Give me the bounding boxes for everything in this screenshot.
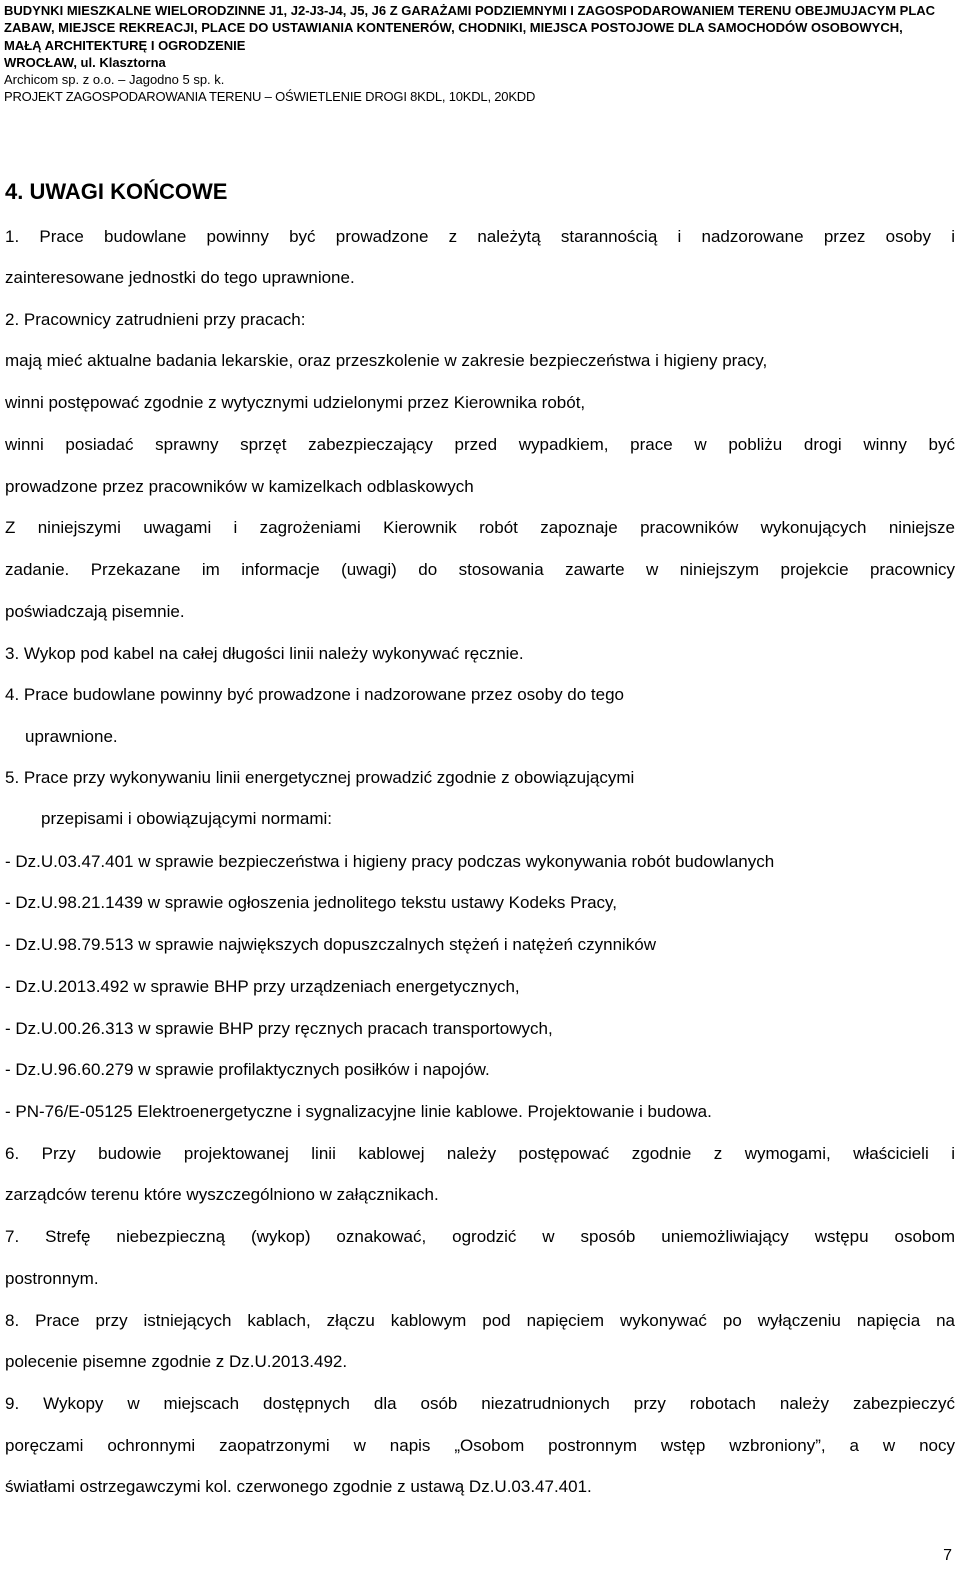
- header-project-line-2: ZABAW, MIEJSCE REKREACJI, PLACE DO USTAWIANIA KONTENERÓW, CHODNIKI, MIEJSCA POSTOJOWE DLA SAMOCHODÓW OSOBOWYCH,: [4, 20, 903, 36]
- paragraph-line: zainteresowane jednostki do tego uprawnione.: [5, 268, 355, 287]
- paragraph-line: winni postępować zgodnie z wytycznymi udzielonymi przez Kierownika robót,: [5, 393, 586, 412]
- paragraph-line: postronnym.: [5, 1269, 99, 1288]
- header-project-title: PROJEKT ZAGOSPODAROWANIA TERENU – OŚWIETLENIE DROGI 8KDL, 10KDL, 20KDD: [4, 89, 536, 105]
- paragraph-line: 8. Prace przy istniejących kablach, złączu kablowym pod napięciem wykonywać po wyłączeniu napięcia na: [5, 1311, 955, 1330]
- regulation-item: - Dz.U.96.60.279 w sprawie profilaktycznych posiłków i napojów.: [5, 1060, 490, 1079]
- regulation-item: - Dz.U.98.79.513 w sprawie największych dopuszczalnych stężeń i natężeń czynników: [5, 935, 657, 954]
- paragraph-line: prowadzone przez pracowników w kamizelkach odblaskowych: [5, 477, 474, 496]
- regulation-item: - Dz.U.00.26.313 w sprawie BHP przy ręcznych pracach transportowych,: [5, 1019, 553, 1038]
- paragraph-line: 3. Wykop pod kabel na całej długości linii należy wykonywać ręcznie.: [5, 644, 524, 663]
- header-location: WROCŁAW, ul. Klasztorna: [4, 54, 166, 70]
- regulation-item: - PN-76/E-05125 Elektroenergetyczne i sygnalizacyjne linie kablowe. Projektowanie i budowa.: [5, 1102, 712, 1121]
- document-header: [4, 2, 958, 106]
- regulation-item: - Dz.U.2013.492 w sprawie BHP przy urządzeniach energetycznych,: [5, 977, 520, 996]
- paragraph-line: polecenie pisemne zgodnie z Dz.U.2013.492.: [5, 1352, 348, 1371]
- paragraph-line: 2. Pracownicy zatrudnieni przy pracach:: [5, 310, 306, 329]
- page-number: 7: [943, 1547, 952, 1564]
- paragraph-line: Z niniejszymi uwagami i zagrożeniami Kierownik robót zapoznaje pracowników wykonujących niniejsze: [5, 518, 955, 537]
- header-project-line-3: MAŁĄ ARCHITEKTURĘ I OGRODZENIE: [4, 37, 246, 53]
- paragraph-line: mają mieć aktualne badania lekarskie, oraz przeszkolenie w zakresie bezpieczeństwa i higieny pracy,: [5, 351, 768, 370]
- paragraph-line: 1. Prace budowlane powinny być prowadzone z należytą starannością i nadzorowane przez osoby i: [5, 227, 955, 246]
- paragraph-line: zadanie. Przekazane im informacje (uwagi) do stosowania zawarte w niniejszym projekcie pracownicy: [5, 560, 955, 579]
- paragraph-line: 6. Przy budowie projektowanej linii kablowej należy postępować zgodnie z wymogami, właścicieli i: [5, 1144, 955, 1163]
- section-heading: 4. UWAGI KOŃCOWE: [5, 179, 228, 204]
- regulation-item: - Dz.U.03.47.401 w sprawie bezpieczeństwa i higieny pracy podczas wykonywania robót budowlanych: [5, 852, 775, 871]
- paragraph-line: uprawnione.: [25, 727, 118, 746]
- paragraph-line: zarządców terenu które wyszczególniono w załącznikach.: [5, 1185, 439, 1204]
- paragraph-line: 4. Prace budowlane powinny być prowadzone i nadzorowane przez osoby do tego: [5, 685, 625, 704]
- paragraph-line: 5. Prace przy wykonywaniu linii energetycznej prowadzić zgodnie z obowiązującymi: [5, 768, 635, 787]
- paragraph-line: światłami ostrzegawczymi kol. czerwonego zgodnie z ustawą Dz.U.03.47.401.: [5, 1477, 592, 1496]
- paragraph-line: poręczami ochronnymi zaopatrzonymi w napis „Osobom postronnym wstęp wzbroniony”, a w nocy: [5, 1436, 955, 1455]
- header-project-line-1: BUDYNKI MIESZKALNE WIELORODZINNE J1, J2-J3-J4, J5, J6 Z GARAŻAMI PODZIEMNYMI I ZAGOSPODAROWANIEM TERENU OBEJMUJACYM PLAC: [4, 3, 936, 18]
- paragraph-line: przepisami i obowiązującymi normami:: [41, 809, 332, 828]
- paragraph-line: 7. Strefę niebezpieczną (wykop) oznakować, ogrodzić w sposób uniemożliwiający wstępu osobom: [5, 1227, 955, 1246]
- paragraph-line: winni posiadać sprawny sprzęt zabezpieczający przed wypadkiem, prace w pobliżu drogi winny być: [5, 435, 955, 454]
- paragraph-line: 9. Wykopy w miejscach dostępnych dla osób niezatrudnionych przy robotach należy zabezpieczyć: [5, 1394, 955, 1413]
- paragraph-line: poświadczają pisemnie.: [5, 602, 185, 621]
- regulation-item: - Dz.U.98.21.1439 w sprawie ogłoszenia jednolitego tekstu ustawy Kodeks Pracy,: [5, 893, 618, 912]
- header-investor: Archicom sp. z o.o. – Jagodno 5 sp. k.: [4, 72, 225, 88]
